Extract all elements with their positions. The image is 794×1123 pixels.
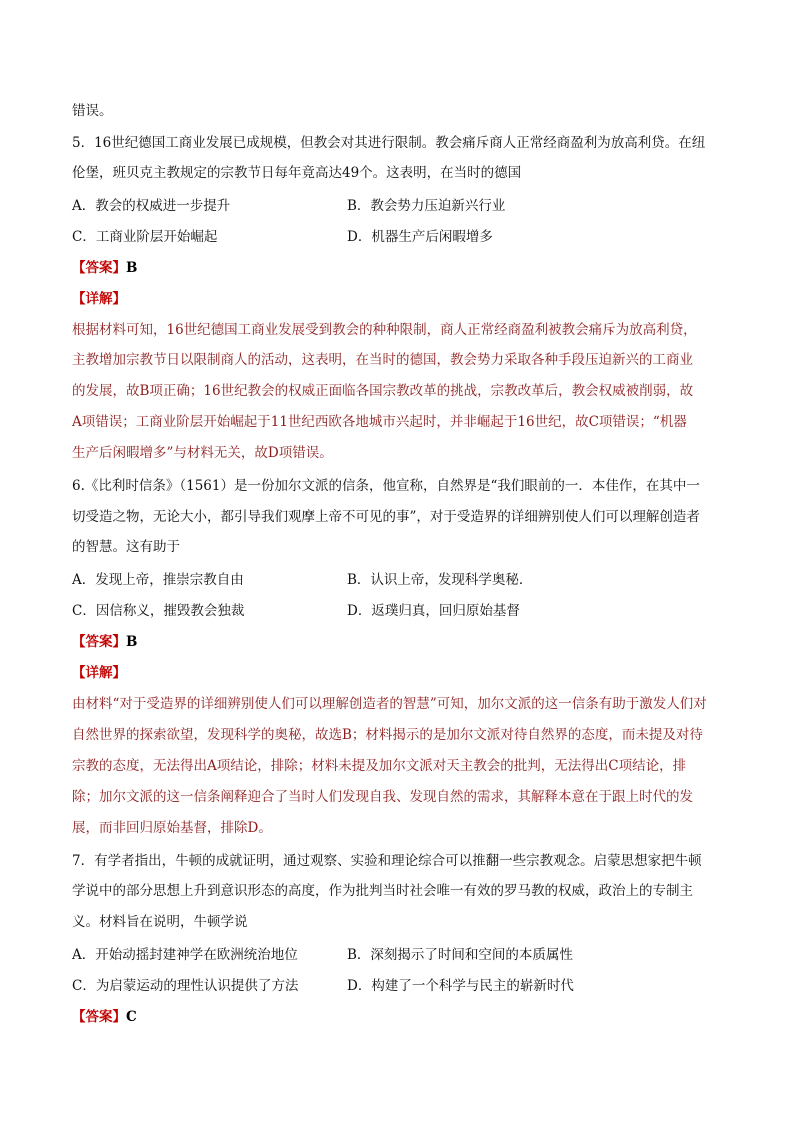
q6-stem-line: 的智慧。这有助于 bbox=[72, 539, 180, 555]
answer-tag: 【答案】 bbox=[72, 1009, 126, 1025]
q6-explanation-line: 自然世界的探索欲望，发现科学的奥秘，故选B；材料揭示的是加尔文派对待自然界的态度，而未提及对待 bbox=[72, 727, 703, 743]
q6-detail-tag: 【详解】 bbox=[72, 665, 126, 681]
q6-option-c: C．因信称义，摧毁教会独裁 bbox=[72, 603, 245, 619]
q5-option-d: D．机器生产后闲暇增多 bbox=[347, 229, 493, 245]
q6-explanation-line: 展，而非回归原始基督，排除D。 bbox=[72, 820, 272, 836]
answer-value: B bbox=[126, 260, 138, 276]
answer-tag: 【答案】 bbox=[72, 260, 126, 276]
q6-explanation-line: 由材料“对于受造界的详细辨别使人们可以理解创造者的智慧”可知，加尔文派的这一信条有助于激发人们对 bbox=[72, 696, 707, 712]
q7-answer bbox=[72, 1007, 137, 1027]
q7-option-d: D．构建了一个科学与民主的崭新时代 bbox=[347, 978, 574, 994]
q5-explanation-line: 的发展，故B项正确；16世纪教会的权威正面临各国宗教改革的挑战，宗教改革后，教会权威被削弱，故 bbox=[72, 383, 694, 399]
q5-explanation-line: A项错误；工商业阶层开始崛起于11世纪西欧各地城市兴起时，并非崛起于16世纪，故C项错误；“机器 bbox=[72, 414, 687, 430]
q5-explanation-line: 主教增加宗教节日以限制商人的活动，这表明，在当时的德国，教会势力采取各种手段压迫新兴的工商业 bbox=[72, 352, 693, 368]
q5-explanation-line: 根据材料可知，16世纪德国工商业发展受到教会的种种限制，商人正常经商盈利被教会痛斥为放高利贷， bbox=[72, 322, 697, 338]
q6-explanation-line: 除；加尔文派的这一信条阐释迎合了当时人们发现自我、发现自然的需求，其解释本意在于跟上时代的发 bbox=[72, 789, 693, 805]
q6-option-b: B．认识上帝，发现科学奥秘． bbox=[347, 572, 533, 588]
q7-option-c: C．为启蒙运动的理性认识提供了方法 bbox=[72, 978, 299, 994]
q7-stem-line: 7．有学者指出，牛顿的成就证明，通过观察、实验和理论综合可以推翻一些宗教观念。启蒙思想家把牛顿 bbox=[72, 853, 702, 869]
q7-stem-line: 义。材料旨在说明，牛顿学说 bbox=[72, 914, 248, 930]
q6-explanation-line: 宗教的态度，无法得出A项结论，排除；材料未提及加尔文派对天主教会的批判，无法得出C项结论，排 bbox=[72, 758, 687, 774]
q5-answer bbox=[72, 258, 137, 278]
q6-option-d: D．返璞归真，回归原始基督 bbox=[347, 603, 520, 619]
answer-tag: 【答案】 bbox=[72, 634, 126, 650]
carry-over-text: 错误。 bbox=[72, 103, 113, 119]
q6-option-a: A．发现上帝，推崇宗教自由 bbox=[72, 572, 244, 588]
q5-option-c: C．工商业阶层开始崛起 bbox=[72, 229, 218, 245]
q6-stem-line: 切受造之物，无论大小，都引导我们观摩上帝不可见的事”，对于受造界的详细辨别使人们可以理解创造者 bbox=[72, 509, 700, 525]
q5-stem-line: 伦堡，班贝克主教规定的宗教节日每年竟高达49个。这表明，在当时的德国 bbox=[72, 165, 522, 181]
q7-stem-line: 学说中的部分思想上升到意识形态的高度，作为批判当时社会唯一有效的罗马教的权威，政治上的专制主 bbox=[72, 883, 693, 899]
answer-value: C bbox=[126, 1009, 137, 1025]
q5-explanation-line: 生产后闲暇增多”与材料无关，故D项错误。 bbox=[72, 445, 333, 461]
q7-option-b: B．深刻揭示了时间和空间的本质属性 bbox=[347, 947, 573, 963]
q5-option-a: A．教会的权威进一步提升 bbox=[72, 198, 231, 214]
answer-value: B bbox=[126, 634, 138, 650]
q7-option-a: A．开始动摇封建神学在欧洲统治地位 bbox=[72, 947, 298, 963]
q5-detail-tag: 【详解】 bbox=[72, 291, 126, 307]
q6-answer bbox=[72, 632, 137, 652]
q6-stem-line: 6.《比利时信条》（1561）是一份加尔文派的信条，他宣称，自然界是“我们眼前的一．本佳作，在其中一 bbox=[72, 478, 700, 494]
q5-option-b: B．教会势力压迫新兴行业 bbox=[347, 198, 506, 214]
q5-stem-line: 5．16世纪德国工商业发展已成规模，但教会对其进行限制。教会痛斥商人正常经商盈利为放高利贷。在纽 bbox=[72, 135, 706, 151]
